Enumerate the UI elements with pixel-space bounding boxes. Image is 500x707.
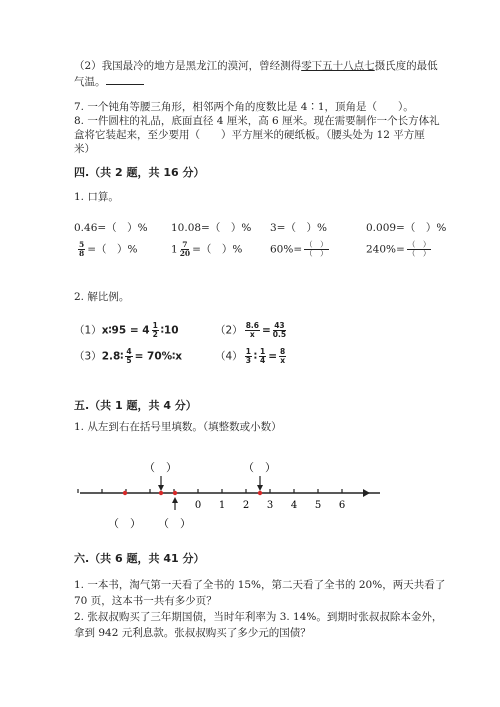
oral-calc-2: 10.08=（ ）% — [171, 222, 252, 234]
equals-sign: = — [261, 324, 271, 337]
denominator: x — [249, 330, 255, 339]
denominator: 4 — [260, 356, 266, 365]
answer-blank — [106, 75, 144, 85]
section-4-q1-title: 1. 口算。 — [74, 191, 119, 203]
oral-calc-3: 3=（ ）% — [270, 222, 327, 234]
whole-number: 1 — [171, 243, 178, 256]
tick-label: 3 — [266, 500, 274, 511]
question-7: 7. 一个钝角等腰三角形，相邻两个角的度数比是 4∶1，顶角是（ ）。 — [74, 101, 414, 113]
point-c — [173, 491, 177, 495]
proportion-1 — [74, 322, 179, 339]
tick-label: 6 — [338, 500, 346, 511]
coldest-underlined: 零下五十八点七 — [301, 60, 375, 72]
fraction — [279, 348, 286, 365]
numerator: 1 — [260, 347, 266, 356]
tick-label: 2 — [242, 500, 250, 511]
oral-calc-5 — [76, 241, 138, 258]
ratio-colon: ∶ — [253, 350, 257, 363]
section-5-q1: 1. 从左到右在括号里填数。（填整数或小数） — [74, 421, 282, 433]
fraction — [273, 322, 286, 339]
numerator: 1 — [245, 347, 251, 356]
item-label: （4） — [215, 350, 243, 363]
calc-head: 60%= — [270, 243, 303, 256]
up-arrowhead — [172, 497, 178, 503]
fraction — [245, 322, 260, 339]
oral-calc-1: 0.46=（ ）% — [74, 222, 148, 234]
proportion-2 — [215, 322, 288, 339]
point-a — [123, 491, 127, 495]
fraction — [78, 241, 85, 258]
point-b — [159, 491, 163, 495]
proportion-tail: = 70%∶x — [134, 350, 183, 363]
equals-sign: = — [268, 350, 278, 363]
fraction — [180, 241, 190, 258]
numerator: 1 — [152, 321, 158, 330]
denominator: 0.5 — [272, 330, 287, 339]
proportion-head: x∶95 = 4 — [101, 324, 150, 337]
section-6-q2-line2: 拿到 942 元利息款。张叔叔购买了多少元的国债？ — [74, 627, 311, 639]
bracket-bottom-right: （ ） — [158, 517, 191, 530]
denominator: 8 — [79, 249, 85, 258]
oral-calc-8 — [366, 241, 433, 258]
number-line-figure — [70, 455, 380, 540]
fraction — [304, 241, 329, 258]
bracket-bottom-left: （ ） — [108, 517, 141, 530]
section-6-q2-line1: 2. 张叔叔购买了三年期国债，当时年利率为 3. 14%。到期时张叔叔除本金外， — [74, 611, 443, 623]
question-coldest-line2 — [74, 75, 144, 89]
tick-label: 5 — [314, 500, 322, 511]
fraction — [407, 241, 432, 258]
coldest-prefix: （2）我国最冷的地方是黑龙江的漠河，曾经测得 — [74, 60, 302, 72]
tick-label: 4 — [290, 500, 298, 511]
oral-calc-7 — [270, 241, 331, 258]
calc-tail: =（ ）% — [192, 243, 243, 256]
item-label: （3） — [74, 350, 102, 363]
numerator: 8 — [280, 347, 286, 356]
proportion-head: 2.8∶ — [101, 350, 124, 363]
numerator: （ ） — [407, 240, 431, 249]
section-5-title: 五.（共 1 题，共 4 分） — [74, 399, 197, 412]
section-6-title: 六.（共 6 题，共 41 分） — [74, 552, 205, 565]
down-arrowhead-right — [257, 485, 263, 491]
section-6-q1-line2: 70 页，这本书一共有多少页？ — [74, 595, 217, 607]
coldest-suffix: 摄氏度的最低 — [374, 60, 438, 72]
numerator: 43 — [274, 321, 285, 330]
question-coldest-line1 — [74, 59, 438, 73]
point-d — [258, 491, 262, 495]
fraction — [125, 348, 132, 365]
calc-head: 240%= — [366, 243, 405, 256]
proportion-4 — [215, 348, 288, 365]
denominator: （ ） — [407, 249, 431, 258]
question-8-line3: 米） — [74, 143, 95, 155]
denominator: 2 — [152, 330, 158, 339]
tick-label: 1 — [218, 500, 226, 511]
oral-calc-4: 0.009=（ ）% — [366, 222, 447, 234]
denominator: 20 — [179, 249, 191, 258]
denominator: 5 — [126, 356, 132, 365]
numerator: （ ） — [305, 240, 328, 249]
calc-tail: =（ ）% — [87, 243, 138, 256]
section-6-q1-line1: 1. 一本书，淘气第一天看了全书的 15%，第二天看了全书的 20%，两天共看了 — [74, 579, 446, 591]
numerator: 4 — [126, 347, 132, 356]
denominator: x — [280, 356, 286, 365]
proportion-3 — [74, 348, 182, 365]
bracket-top-left: （ ） — [144, 461, 177, 474]
denominator: 3 — [245, 356, 251, 365]
fraction — [152, 322, 159, 339]
item-label: （2） — [215, 324, 243, 337]
numerator: 7 — [182, 240, 188, 249]
axis-arrowhead — [363, 489, 370, 497]
coldest-line2-text: 气温。 — [74, 76, 106, 88]
item-label: （1） — [74, 324, 102, 337]
bracket-top-right: （ ） — [243, 461, 276, 474]
denominator: （ ） — [305, 249, 328, 258]
fraction — [259, 348, 266, 365]
down-arrowhead-left — [158, 485, 164, 491]
question-8-line1: 8. 一件圆柱的礼品，底面直径 4 厘米，高 6 厘米。现在需要制作一个长方体礼 — [74, 115, 440, 127]
question-8-line2: 盒将它装起来，至少要用（ ）平方厘米的硬纸板。（腰头处为 12 平方厘 — [74, 129, 425, 141]
section-4-q2-title: 2. 解比例。 — [74, 291, 130, 303]
proportion-tail: ∶10 — [160, 324, 179, 337]
tick-label: 0 — [194, 500, 202, 511]
numerator: 8.6 — [245, 321, 259, 330]
oral-calc-6 — [171, 241, 242, 258]
numerator: 5 — [79, 240, 85, 249]
fraction — [245, 348, 252, 365]
section-4-title: 四.（共 2 题，共 16 分） — [74, 166, 205, 179]
